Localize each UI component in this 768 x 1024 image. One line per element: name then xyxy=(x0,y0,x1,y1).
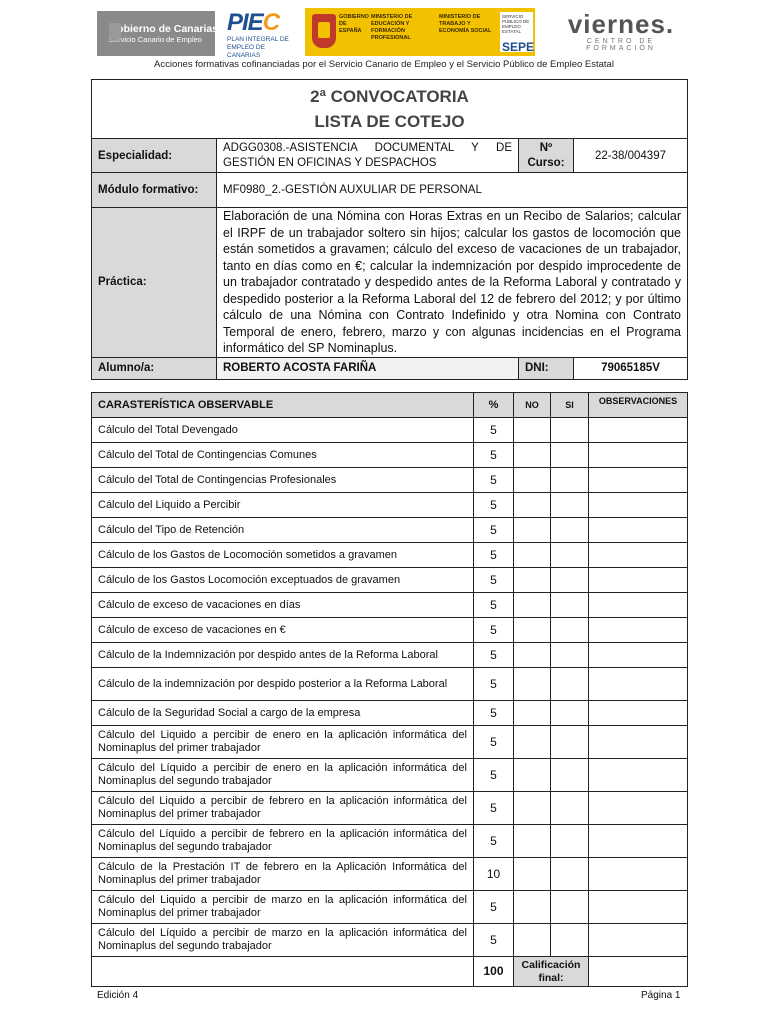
row-characteristic: Cálculo del Líquido a percibir de marzo en la aplicación informática del Nominaplus del segundo trabajador xyxy=(92,924,474,957)
table-row xyxy=(92,726,688,759)
table-row xyxy=(92,618,688,643)
row-si-cell[interactable] xyxy=(551,891,589,924)
calificacion-label: Calificación final: xyxy=(514,957,589,987)
row-percent: 5 xyxy=(474,924,514,957)
row-no-cell[interactable] xyxy=(514,643,551,668)
row-si-cell[interactable] xyxy=(551,518,589,543)
ministerios-logo xyxy=(305,8,535,56)
row-si-cell[interactable] xyxy=(551,858,589,891)
row-observaciones-cell[interactable] xyxy=(589,891,688,924)
row-si-cell[interactable] xyxy=(551,643,589,668)
col-observaciones: OBSERVACIONES xyxy=(589,393,688,418)
gc-logo-line2: Servicio Canario de Empleo xyxy=(109,35,202,44)
row-si-cell[interactable] xyxy=(551,792,589,825)
row-si-cell[interactable] xyxy=(551,668,589,701)
table-row xyxy=(92,891,688,924)
row-si-cell[interactable] xyxy=(551,543,589,568)
row-no-cell[interactable] xyxy=(514,468,551,493)
row-percent: 5 xyxy=(474,618,514,643)
sepe-text: SEPE xyxy=(502,40,535,54)
row-observaciones-cell[interactable] xyxy=(589,924,688,957)
row-no-cell[interactable] xyxy=(514,493,551,518)
alumno-label: Alumno/a: xyxy=(92,357,217,379)
row-percent: 5 xyxy=(474,726,514,759)
row-no-cell[interactable] xyxy=(514,891,551,924)
row-characteristic: Cálculo del Tipo de Retención xyxy=(92,518,474,543)
piec-line2: EMPLEO DE CANARIAS xyxy=(227,44,265,59)
sepe-small-text: SERVICIO PÚBLICO DE EMPLEO ESTATAL xyxy=(502,14,530,34)
col-si: SI xyxy=(551,393,589,418)
row-si-cell[interactable] xyxy=(551,759,589,792)
row-observaciones-cell[interactable] xyxy=(589,792,688,825)
row-no-cell[interactable] xyxy=(514,518,551,543)
row-no-cell[interactable] xyxy=(514,792,551,825)
row-no-cell[interactable] xyxy=(514,924,551,957)
row-percent: 5 xyxy=(474,825,514,858)
row-no-cell[interactable] xyxy=(514,443,551,468)
table-row xyxy=(92,418,688,443)
row-percent: 5 xyxy=(474,593,514,618)
table-row xyxy=(92,443,688,468)
piec-mark-a: PIE xyxy=(227,9,263,36)
row-si-cell[interactable] xyxy=(551,593,589,618)
row-characteristic: Cálculo del Liquido a percibir de enero en la aplicación informática del Nominaplus del primer trabajador xyxy=(92,726,474,759)
row-no-cell[interactable] xyxy=(514,618,551,643)
table-row xyxy=(92,759,688,792)
row-characteristic: Cálculo del Liquido a percibir de marzo en la aplicación informática del Nominaplus del primer trabajador xyxy=(92,891,474,924)
modulo-value: MF0980_2.-GESTIÓN AUXULIAR DE PERSONAL xyxy=(217,173,688,208)
row-si-cell[interactable] xyxy=(551,618,589,643)
table-row xyxy=(92,468,688,493)
curso-value: 22-38/004397 xyxy=(574,139,688,173)
row-si-cell[interactable] xyxy=(551,701,589,726)
row-percent: 5 xyxy=(474,668,514,701)
row-observaciones-cell[interactable] xyxy=(589,443,688,468)
table-row xyxy=(92,924,688,957)
checklist-table xyxy=(91,392,688,987)
table-row xyxy=(92,858,688,891)
table-row xyxy=(92,493,688,518)
ministerio-educacion-text: MINISTERIO DE EDUCACIÓN Y FORMACIÓN PROFESIONAL xyxy=(371,14,413,41)
logo-bar xyxy=(0,0,768,60)
row-percent: 5 xyxy=(474,518,514,543)
row-characteristic: Cálculo del Liquido a percibir de febrero en la aplicación informática del Nominaplus del primer trabajador xyxy=(92,792,474,825)
gob-espana-text: GOBIERNO DE ESPAÑA xyxy=(339,14,369,34)
row-no-cell[interactable] xyxy=(514,593,551,618)
row-si-cell[interactable] xyxy=(551,418,589,443)
table-row xyxy=(92,593,688,618)
row-observaciones-cell[interactable] xyxy=(589,858,688,891)
row-percent: 5 xyxy=(474,792,514,825)
row-observaciones-cell[interactable] xyxy=(589,493,688,518)
dni-label: DNI: xyxy=(519,357,574,379)
row-observaciones-cell[interactable] xyxy=(589,643,688,668)
table-row xyxy=(92,792,688,825)
table-row xyxy=(92,518,688,543)
row-characteristic: Cálculo de la Indemnización por despido antes de la Reforma Laboral xyxy=(92,643,474,668)
footer-edicion: Edición 4 xyxy=(97,990,139,1001)
alumno-value: ROBERTO ACOSTA FARIÑA xyxy=(217,357,519,379)
row-si-cell[interactable] xyxy=(551,468,589,493)
row-si-cell[interactable] xyxy=(551,726,589,759)
row-observaciones-cell[interactable] xyxy=(589,568,688,593)
row-observaciones-cell[interactable] xyxy=(589,668,688,701)
row-observaciones-cell[interactable] xyxy=(589,726,688,759)
table-row xyxy=(92,701,688,726)
row-percent: 10 xyxy=(474,858,514,891)
row-percent: 5 xyxy=(474,891,514,924)
row-percent: 5 xyxy=(474,643,514,668)
row-characteristic: Cálculo del Total de Contingencias Comunes xyxy=(92,443,474,468)
row-no-cell[interactable] xyxy=(514,858,551,891)
table-row xyxy=(92,643,688,668)
dni-value: 79065185V xyxy=(574,357,688,379)
row-si-cell[interactable] xyxy=(551,825,589,858)
row-no-cell[interactable] xyxy=(514,543,551,568)
total-percent: 100 xyxy=(474,957,514,987)
row-si-cell[interactable] xyxy=(551,924,589,957)
cofinanciacion-note: Acciones formativas cofinanciadas por el Servicio Canario de Empleo y el Servicio Público de Empleo Estatal xyxy=(154,59,614,70)
row-observaciones-cell[interactable] xyxy=(589,759,688,792)
table-row xyxy=(92,825,688,858)
piec-logo xyxy=(227,9,297,59)
row-percent: 5 xyxy=(474,759,514,792)
footer-pagina: Página 1 xyxy=(641,990,681,1001)
row-characteristic: Cálculo del Total de Contingencias Profesionales xyxy=(92,468,474,493)
total-row xyxy=(92,957,688,987)
row-characteristic: Cálculo de la Seguridad Social a cargo de la empresa xyxy=(92,701,474,726)
row-no-cell[interactable] xyxy=(514,825,551,858)
spain-shield-icon xyxy=(312,14,336,48)
viernes-name: viernes. xyxy=(567,9,675,39)
row-characteristic: Cálculo de los Gastos Locomoción exceptuados de gravamen xyxy=(92,568,474,593)
practica-label: Práctica: xyxy=(92,208,217,358)
row-no-cell[interactable] xyxy=(514,418,551,443)
gobierno-canarias-logo xyxy=(97,11,219,56)
row-observaciones-cell[interactable] xyxy=(589,593,688,618)
especialidad-value: ADGG0308.-ASISTENCIA DOCUMENTAL Y DE GESTIÓN EN OFICINAS Y DESPACHOS xyxy=(217,139,519,173)
row-no-cell[interactable] xyxy=(514,726,551,759)
col-no: NO xyxy=(514,393,551,418)
col-percent: % xyxy=(474,393,514,418)
row-observaciones-cell[interactable] xyxy=(589,468,688,493)
row-percent: 5 xyxy=(474,443,514,468)
total-blank-cell xyxy=(92,957,474,987)
row-characteristic: Cálculo de exceso de vacaciones en € xyxy=(92,618,474,643)
row-observaciones-cell[interactable] xyxy=(589,825,688,858)
row-characteristic: Cálculo de la Prestación IT de febrero en la Aplicación Informática del Nominaplus del primer trabajador xyxy=(92,858,474,891)
viernes-tagline: CENTRO DE FORMACIÓN xyxy=(586,38,656,52)
sepe-logo xyxy=(500,12,533,52)
row-observaciones-cell[interactable] xyxy=(589,618,688,643)
row-si-cell[interactable] xyxy=(551,493,589,518)
title-lista-cotejo: LISTA DE COTEJO xyxy=(314,112,465,131)
row-no-cell[interactable] xyxy=(514,701,551,726)
especialidad-label: Especialidad: xyxy=(92,139,217,173)
viernes-logo xyxy=(566,10,676,50)
row-percent: 5 xyxy=(474,568,514,593)
course-info-table xyxy=(91,79,688,380)
modulo-label: Módulo formativo: xyxy=(92,173,217,208)
row-no-cell[interactable] xyxy=(514,668,551,701)
row-percent: 5 xyxy=(474,701,514,726)
col-caracteristica: CARASTERÍSTICA OBSERVABLE xyxy=(92,393,474,418)
row-si-cell[interactable] xyxy=(551,568,589,593)
row-no-cell[interactable] xyxy=(514,759,551,792)
ministerio-trabajo-text: MINISTERIO DE TRABAJO Y ECONOMÍA SOCIAL xyxy=(439,14,492,34)
row-characteristic: Cálculo de los Gastos de Locomoción sometidos a gravamen xyxy=(92,543,474,568)
row-percent: 5 xyxy=(474,543,514,568)
piec-line1: PLAN INTEGRAL DE xyxy=(227,36,289,43)
row-characteristic: Cálculo de exceso de vacaciones en días xyxy=(92,593,474,618)
row-observaciones-cell[interactable] xyxy=(589,418,688,443)
row-characteristic: Cálculo de la indemnización por despido posterior a la Reforma Laboral xyxy=(92,668,474,701)
table-row xyxy=(92,668,688,701)
row-percent: 5 xyxy=(474,418,514,443)
calificacion-value-cell[interactable] xyxy=(589,957,688,987)
practica-value: Elaboración de una Nómina con Horas Extras en un Recibo de Salarios; calcular el IRPF de un trabajador soltero sin hijos; calcular los gastos de locomoción que están sometidos a gravamen; cálculo del exceso de vacaciones de un trabajador, tanto en días como en €; calcular la indemnización por despido improcedente de un trabajador contratado y despedido antes de la Reforma Laboral y contratado y despedido posterior a la Reforma Laboral del 12 de febrero del 2012; y por último cálculo de una Nómina con Contrato Indefinido y otra Nomina con Contrato Temporal de enero, febrero, marzo y con algunas incidencias en el Programa informático del SP Nominaplus. xyxy=(217,208,688,358)
row-observaciones-cell[interactable] xyxy=(589,701,688,726)
row-characteristic: Cálculo del Liquido a Percibir xyxy=(92,493,474,518)
table-row xyxy=(92,543,688,568)
document-title xyxy=(92,80,688,139)
title-convocatoria: 2ª CONVOCATORIA xyxy=(310,87,469,106)
row-no-cell[interactable] xyxy=(514,568,551,593)
row-percent: 5 xyxy=(474,493,514,518)
curso-label: Nº Curso: xyxy=(519,139,574,173)
row-observaciones-cell[interactable] xyxy=(589,543,688,568)
row-characteristic: Cálculo del Líquido a percibir de febrero en la aplicación informática del Nominaplus del segundo trabajador xyxy=(92,825,474,858)
table-row xyxy=(92,568,688,593)
row-characteristic: Cálculo del Líquido a percibir de enero en la aplicación informática del Nominaplus del segundo trabajador xyxy=(92,759,474,792)
row-characteristic: Cálculo del Total Devengado xyxy=(92,418,474,443)
gc-logo-line1: Gobierno de Canarias xyxy=(109,23,219,35)
row-percent: 5 xyxy=(474,468,514,493)
row-observaciones-cell[interactable] xyxy=(589,518,688,543)
row-si-cell[interactable] xyxy=(551,443,589,468)
piec-mark-b: C xyxy=(262,9,280,36)
